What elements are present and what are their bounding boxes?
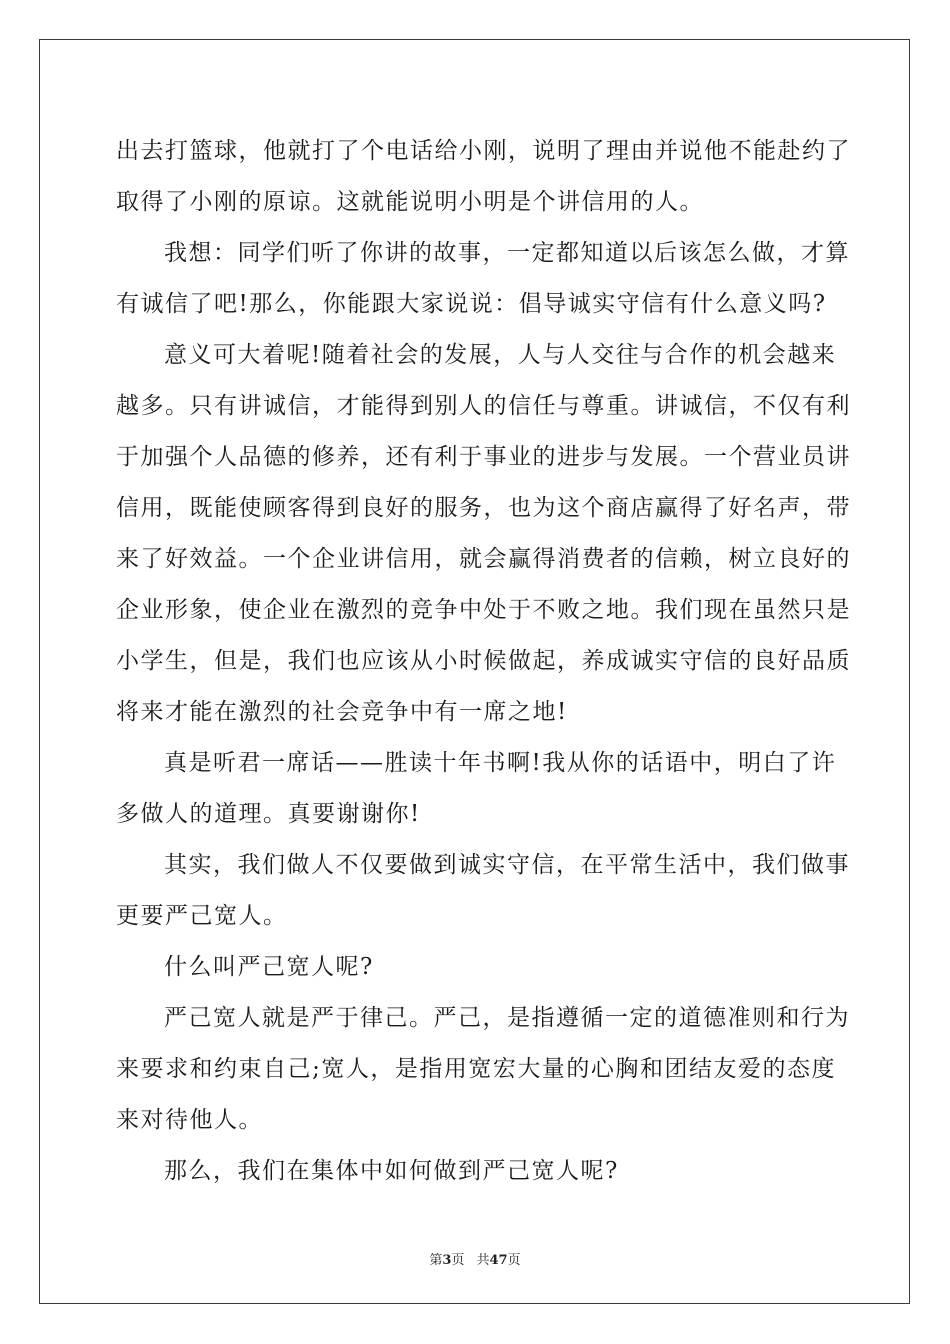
footer-page-suffix: 页 (451, 1253, 465, 1268)
text-line: 真是听君一席话——胜读十年书啊!我从你的话语中，明白了许 (164, 750, 837, 776)
footer-page-prefix: 第 (429, 1253, 443, 1268)
text-line: 多做人的道理。真要谢谢你! (116, 801, 421, 827)
footer-page-number: 3 (442, 1253, 452, 1268)
footer-total-prefix: 共 (476, 1253, 490, 1268)
footer-total-pages: 47 (489, 1253, 508, 1268)
text-line: 小学生，但是，我们也应该从小时候做起，养成诚实守信的良好品质 (116, 648, 851, 674)
text-line: 其实，我们做人不仅要做到诚实守信，在平常生活中，我们做事 (164, 852, 850, 878)
text-line: 来对待他人。 (116, 1107, 263, 1133)
text-line: 有诚信了吧!那么，你能跟大家说说：倡导诚实守信有什么意义吗? (116, 291, 827, 317)
text-line: 信用，既能使顾客得到良好的服务，也为这个商店赢得了好名声，带 (116, 495, 851, 521)
text-line: 什么叫严己宽人呢? (164, 954, 374, 980)
text-line: 将来才能在激烈的社会竞争中有一席之地! (116, 699, 568, 725)
text-line: 出去打篮球，他就打了个电话给小刚，说明了理由并说他不能赴约了 (116, 138, 851, 164)
text-line: 取得了小刚的原谅。这就能说明小明是个讲信用的人。 (116, 189, 704, 215)
text-line: 意义可大着呢!随着社会的发展，人与人交往与合作的机会越来 (164, 342, 837, 368)
text-line: 那么，我们在集体中如何做到严己宽人呢? (164, 1158, 619, 1184)
page-footer (0, 1249, 950, 1268)
document-body (116, 126, 851, 1197)
text-line: 来了好效益。一个企业讲信用，就会赢得消费者的信赖，树立良好的 (116, 546, 851, 572)
text-line: 于加强个人品德的修养，还有利于事业的进步与发展。一个营业员讲 (116, 444, 851, 470)
text-line: 严己宽人就是严于律己。严己，是指遵循一定的道德准则和行为 (164, 1005, 850, 1031)
text-line: 企业形象，使企业在激烈的竞争中处于不败之地。我们现在虽然只是 (116, 597, 851, 623)
footer-total-suffix: 页 (507, 1253, 521, 1268)
text-line: 我想：同学们听了你讲的故事，一定都知道以后该怎么做，才算 (164, 240, 850, 266)
text-line: 来要求和约束自己;宽人，是指用宽宏大量的心胸和团结友爱的态度 (116, 1056, 836, 1082)
text-line: 越多。只有讲诚信，才能得到别人的信任与尊重。讲诚信，不仅有利 (116, 393, 851, 419)
text-line: 更要严己宽人。 (116, 903, 288, 929)
